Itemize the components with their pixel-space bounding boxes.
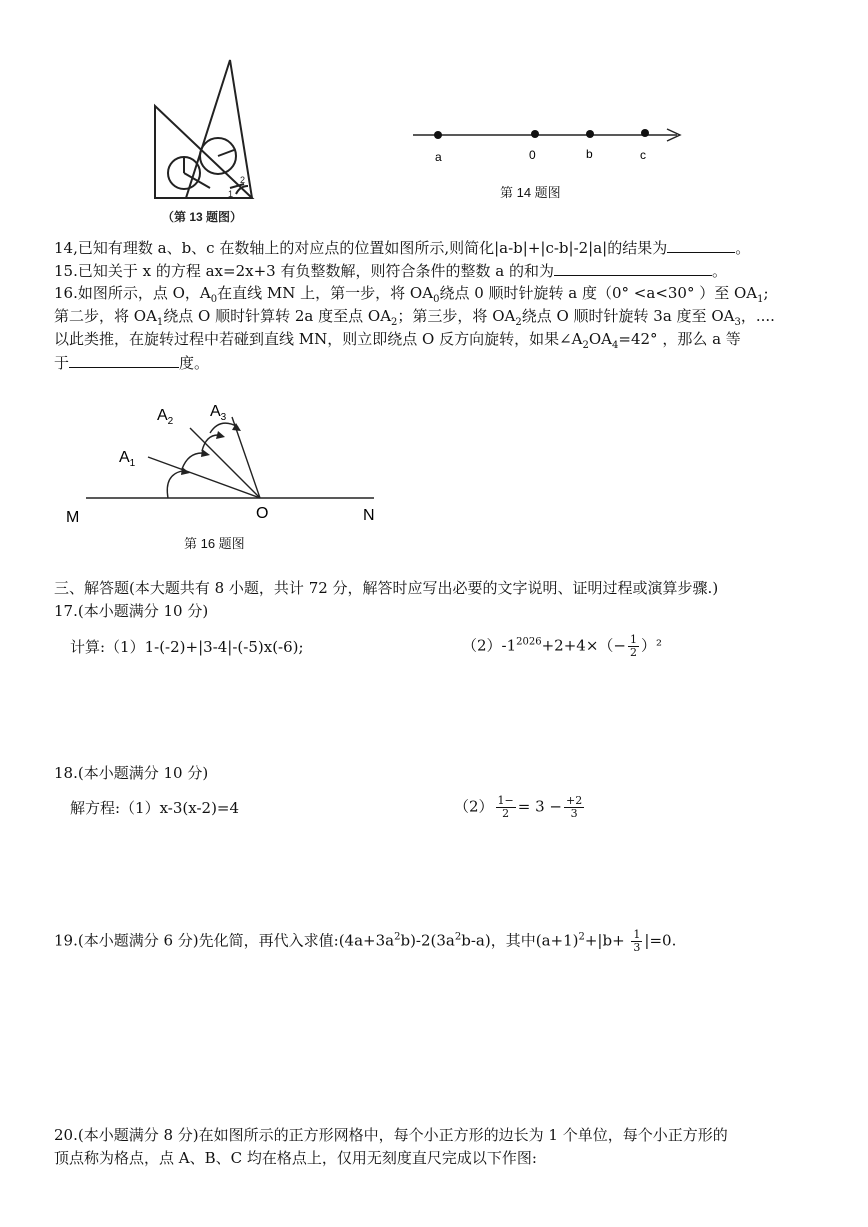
q19-text: 19.(本小题满分 6 分)先化简，再代入求值:(4a+3a: [54, 931, 395, 950]
q17-part-2: [462, 634, 662, 659]
q16-text: 于: [54, 354, 70, 372]
q16-text: 绕点 O 顺时针算转 2a 度至点 OA: [163, 307, 392, 325]
q19-exponent: 2: [394, 931, 401, 943]
question-16-line-2: 第二步，将 $OA_1$绕点 O 顺时针算转 2a 度至点 $OA_2$；第三步，将 $OA_2$绕点 O 顺时针旋转 3a 度至 $OA_3$，....: [54, 307, 775, 328]
label-a: a: [435, 150, 442, 164]
q15-answer-blank[interactable]: [554, 259, 712, 276]
figure-13: [140, 58, 270, 228]
ray-OA2: [190, 428, 260, 498]
q14-end: 。: [735, 239, 751, 257]
label-0: 0: [529, 148, 536, 162]
q19-fraction: $\frac{1}{3}$: [633, 928, 641, 954]
fig13-label-1: 1: [228, 189, 234, 199]
q17-text: （2）-1: [462, 636, 517, 655]
q16-text: ；第三步，将 OA: [397, 307, 516, 325]
question-16-line-3: 以此类推，在旋转过程中若碰到直线 MN，则立即绕点 O 反方向旋转，如果$\angle A_2OA_4=42^\circ$ ，那么 a 等: [54, 330, 741, 351]
label-N: N: [363, 507, 375, 524]
q18-title: 18.(本小题满分 10 分): [54, 764, 209, 782]
q15-end: 。: [711, 262, 727, 280]
q17-title: 17.(本小题满分 10 分): [54, 602, 209, 620]
q18-text: = 3 −: [517, 797, 562, 816]
q14-answer-blank[interactable]: [667, 236, 735, 253]
q16-text: =42° ，那么 a 等: [618, 330, 741, 348]
label-A1: $A_1$: [119, 449, 136, 469]
q20-line-2: 顶点称为格点，点 A、B、C 均在格点上，仅用无刻度直尺完成以下作图:: [54, 1149, 537, 1167]
label-A3: $A_3$: [210, 403, 227, 423]
ray-OA1: [148, 457, 260, 498]
q16-text: OA: [588, 330, 613, 348]
figure-14-number-line: [405, 120, 690, 170]
question-14: [54, 236, 750, 259]
figure-16: [60, 395, 400, 530]
label-A2: $A_2$: [157, 407, 174, 427]
q17-text: +2+4×（−: [541, 636, 626, 655]
q18-text: （2）: [454, 797, 494, 816]
q16-answer-blank[interactable]: [69, 351, 179, 368]
point-0: [531, 130, 539, 138]
figure-14-caption: 第 14 题图: [500, 185, 561, 200]
q20-line-1: 20.(本小题满分 8 分)在如图所示的正方形网格中，每个小正方形的边长为 1 个单位，每个小正方形的: [54, 1126, 728, 1144]
q19-exponent: 2: [454, 931, 462, 943]
q16-text: 第二步，将 OA: [54, 307, 157, 325]
q17-fraction: $\frac{1}{2}$: [629, 633, 637, 659]
q18-part-2: [454, 795, 586, 820]
q18-part-1: 解方程:（1）x-3(x-2)=4: [70, 799, 240, 817]
arc-2: [182, 453, 202, 469]
q16-text: 在直线 MN 上，第一步，将 OA: [217, 284, 434, 302]
q16-text: ，....: [740, 307, 775, 325]
q17-part-1: 计算:（1）1-(-2)+|3-4|-(-5)x(-6);: [70, 638, 304, 656]
q15-text: 15.已知关于 x 的方程 ax=2x+3 有负整数解，则符合条件的整数 a 的和为: [54, 262, 554, 280]
figure-16-caption: 第 16 题图: [184, 536, 245, 551]
question-15: [54, 259, 727, 282]
label-M: M: [66, 509, 80, 526]
q14-text: 14,已知有理数 a、b、c 在数轴上的对应点的位置如图所示,则简化|a-b|+|c-b|-2|a|的结果为: [54, 239, 668, 257]
q17-text: ）²: [640, 636, 662, 655]
q16-text: 度。: [179, 354, 210, 372]
question-19: [54, 929, 676, 954]
label-c: c: [640, 148, 646, 162]
q16-text: 以此类推，在旋转过程中若碰到直线 MN，则立即绕点 O 反方向旋转，如果∠A: [54, 330, 583, 348]
question-16-line-1: 16.如图所示，点 O，$A_0$在直线 MN 上，第一步，将 $OA_0$绕点 0 顺时针旋转 a 度（0° <a<30° ）至 $OA_1$;: [54, 284, 769, 305]
q16-text: 绕点 O 顺时针旋转 3a 度至 OA: [521, 307, 735, 325]
fig13-label-2: 2: [240, 175, 246, 185]
label-b: b: [586, 147, 593, 161]
point-a: [434, 131, 442, 139]
point-c: [641, 129, 649, 137]
label-O: O: [256, 505, 269, 522]
q16-text: 16.如图所示，点 O，A: [54, 284, 211, 302]
section-3-heading: 三、解答题(本大题共有 8 小题，共计 72 分，解答时应写出必要的文字说明、证明过程或演算步骤.): [54, 579, 719, 597]
q16-text: 绕点 0 顺时针旋转 a 度（0° <a<30° ）至 OA: [439, 284, 758, 302]
fig13-caption: （第 13 题图）: [162, 210, 243, 224]
point-b: [586, 130, 594, 138]
q19-text: +|b+: [584, 931, 630, 950]
q17-exponent: 2026: [516, 636, 542, 648]
q18-fraction-2: $\frac{+2}{3}$: [565, 794, 583, 820]
q19-text: b)-2(3a: [400, 931, 455, 950]
arc-1: [167, 471, 182, 498]
q19-text: |=0.: [644, 931, 677, 950]
question-16-line-4: [54, 351, 209, 374]
q19-text: b-a)，其中(a+1): [461, 931, 579, 950]
q18-fraction-1: $\frac{1-}{2}$: [497, 794, 514, 820]
q19-exponent: 2: [578, 931, 585, 943]
